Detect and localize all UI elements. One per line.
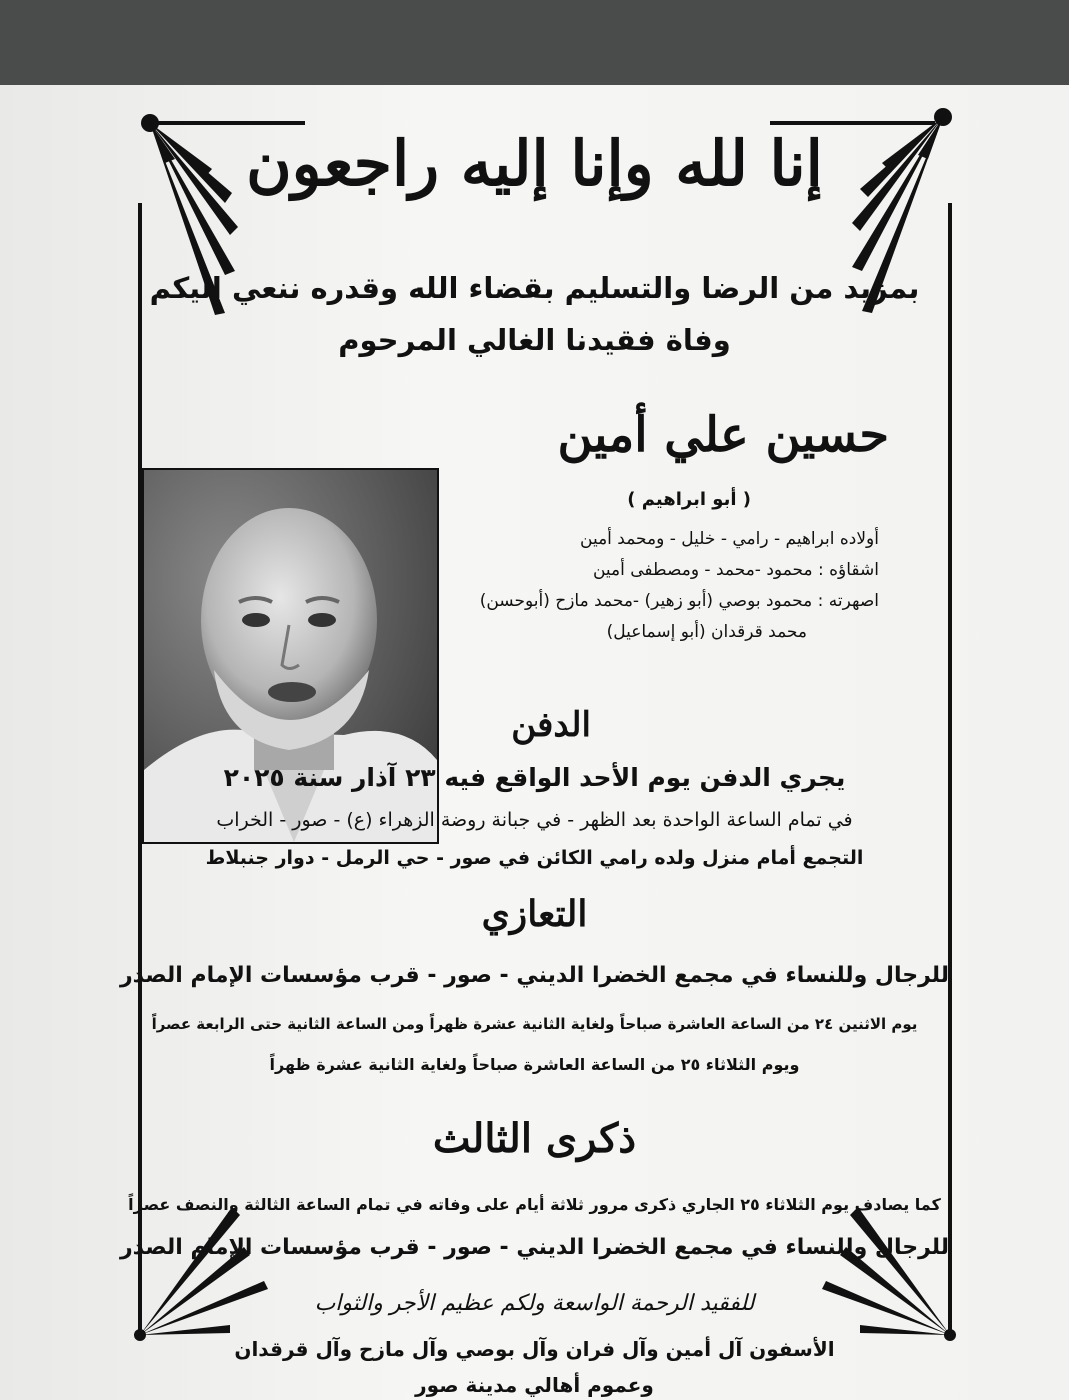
third-day-heading: ذكرى الثالث [432, 1115, 637, 1162]
condolences-heading: التعازي [481, 893, 588, 935]
sons-line: أولاده ابراهيم - رامي - خليل - ومحمد أمين [580, 529, 879, 549]
burial-heading: الدفن [511, 705, 591, 745]
condolences-monday: يوم الاثنين ٢٤ من الساعة العاشرة صباحاً ولغاية الثانية عشرة ظهراً ومن الساعة الثانية حتى الرابعة عصراً [151, 1015, 918, 1033]
condolences-tuesday: ويوم الثلاثاء ٢٥ من الساعة العاشرة صباحاً ولغاية الثانية عشرة ظهراً [269, 1055, 800, 1074]
intro-line-1: بمزيد من الرضا والتسليم بقضاء الله وقدره ننعي إليكم [149, 271, 920, 305]
third-day-line-2: للرجال وللنساء في مجمع الخضرا الديني - صور - قرب مؤسسات الإمام الصدر [119, 1235, 950, 1260]
closing-families: الأسفون آل أمين وآل فران وآل بوصي وآل مازح وآل قرقدان [234, 1337, 835, 1361]
inlaws-line-1: اصهرته : محمود بوصي (أبو زهير) -محمد مازح (أبوحسن) [479, 591, 879, 611]
header-calligraphy: إنا لله وإنا إليه راجعون [246, 127, 823, 200]
top-bar [0, 0, 1069, 85]
gathering-line: التجمع أمام منزل ولده رامي الكائن في صور - حي الرمل - دوار جنبلاط [205, 847, 864, 869]
obituary-sheet [0, 85, 1069, 1400]
condolences-place: للرجال وللنساء في مجمع الخضرا الديني - صور - قرب مؤسسات الإمام الصدر [119, 963, 950, 988]
deceased-nickname: ( أبو ابراهيم ) [627, 489, 751, 510]
inlaws-line-2: محمد قرقدان (أبو إسماعيل) [606, 622, 807, 642]
third-day-line-1: كما يصادف يوم الثلاثاء ٢٥ الجاري ذكرى مرور ثلاثة أيام على وفاته في تمام الساعة الثالثة والنصف عصراً [128, 1195, 941, 1214]
deceased-name: حسين علي أمين [557, 407, 889, 463]
closing-city: وعموم أهالي مدينة صور [415, 1373, 654, 1397]
brothers-line: اشقاؤه : محمود -محمد - ومصطفى أمين [592, 560, 879, 580]
burial-date: يجري الدفن يوم الأحد الواقع فيه ٢٣ آذار سنة ٢٠٢٥ [223, 763, 846, 792]
burial-time-place: في تمام الساعة الواحدة بعد الظهر - في جبانة روضة الزهراء (ع) - صور - الخراب [216, 809, 853, 831]
intro-line-2: وفاة فقيدنا الغالي المرحوم [338, 323, 731, 357]
closing-prayer: للفقيد الرحمة الواسعة ولكم عظيم الأجر والثواب [314, 1291, 755, 1316]
